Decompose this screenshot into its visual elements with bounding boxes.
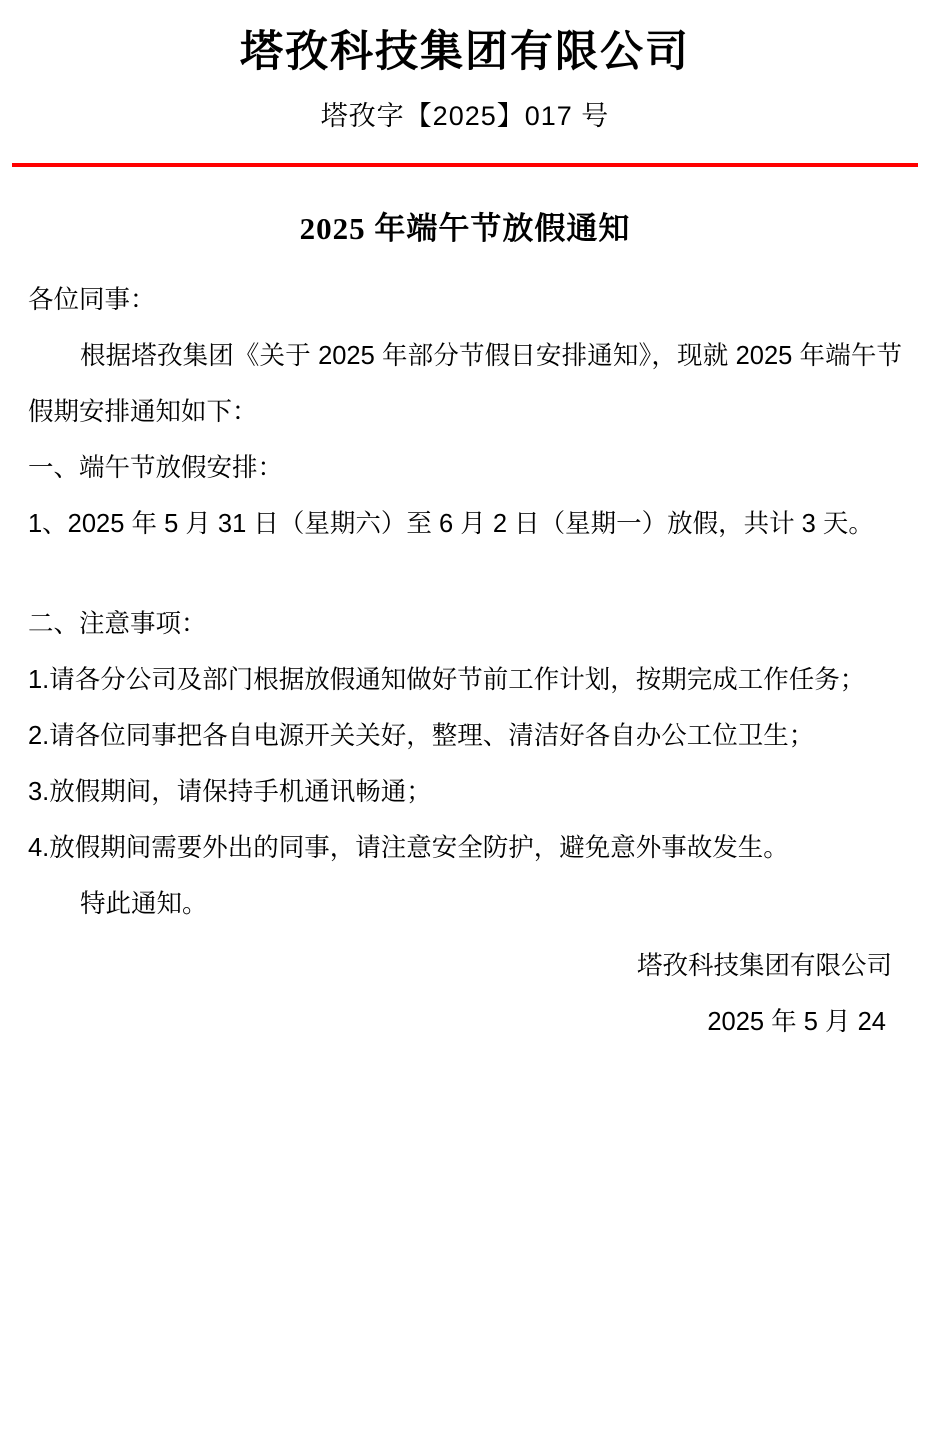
section-one-heading: 一、端午节放假安排：: [28, 453, 284, 482]
document-header: [0, 0, 930, 133]
document-number: 塔孜字【2025】017 号: [320, 100, 610, 131]
company-name-heading: 塔孜科技集团有限公司: [240, 29, 690, 76]
closing-line: 特此通知。: [80, 889, 208, 918]
document-body: [0, 272, 930, 932]
paragraph-spacer: [28, 552, 902, 596]
red-divider-rule: [12, 163, 918, 167]
signature-company: 塔孜科技集团有限公司: [636, 951, 892, 980]
salutation: 各位同事：: [28, 285, 156, 314]
section-two-item: 1.请各分公司及部门根据放假通知做好节前工作计划，按期完成工作任务；: [28, 665, 866, 694]
signature-block: [0, 932, 930, 1050]
section-two-item: 2.请各位同事把各自电源开关关好，整理、清洁好各自办公工位卫生；: [28, 721, 815, 750]
page-title: 2025 年端午节放假通知: [299, 210, 631, 246]
section-two-item: 4.放假期间需要外出的同事，请注意安全防护，避免意外事故发生。: [28, 833, 789, 862]
signature-date: 2025 年 5 月 24: [707, 1007, 886, 1036]
section-two-item: 3.放假期间，请保持手机通讯畅通；: [28, 777, 432, 806]
section-one-item: 1、2025 年 5 月 31 日（星期六）至 6 月 2 日（星期一）放假，共计 3 天。: [28, 509, 874, 538]
section-two-heading: 二、注意事项：: [28, 609, 207, 638]
intro-paragraph: 根据塔孜集团《关于 2025 年部分节假日安排通知》，现就 2025 年端午节假期安排通知如下：: [28, 341, 902, 426]
